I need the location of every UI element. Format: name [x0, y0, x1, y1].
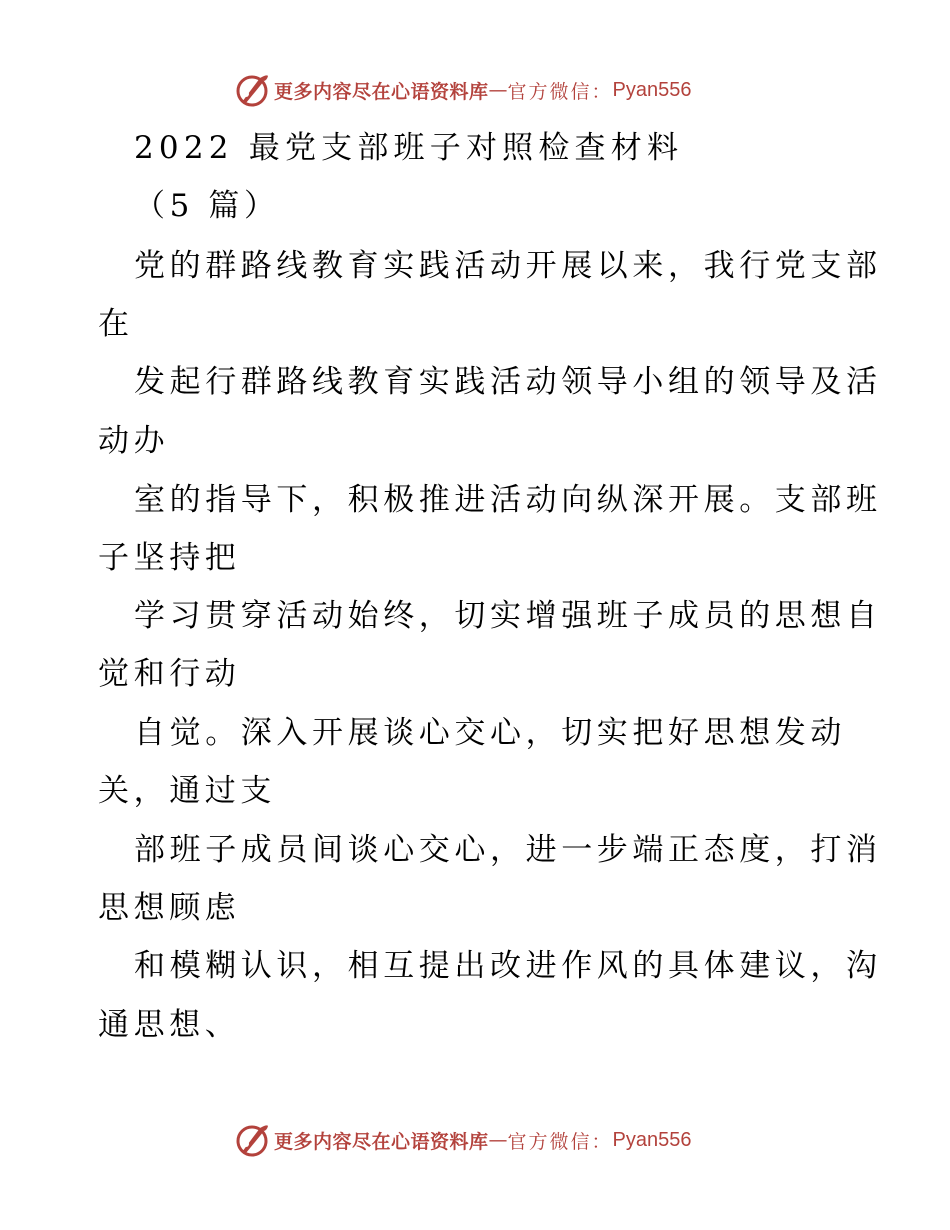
paragraph-line: 动办 — [98, 423, 170, 459]
header-banner-content — [234, 72, 692, 108]
paragraph-line: 觉和行动 — [98, 656, 241, 692]
footer-banner-text: 更多内容尽在心语资料库 — [274, 1130, 489, 1153]
paragraph-line: 党的群路线教育实践活动开展以来，我行党支部 — [134, 248, 882, 284]
footer-wechat-label: 官方微信： — [507, 1130, 613, 1153]
header-wechat-id: Pyan556 — [612, 78, 692, 101]
paragraph-line: 关，通过支 — [98, 773, 276, 809]
document-subtitle: （5 篇） — [134, 188, 280, 224]
footer-banner — [0, 1120, 950, 1160]
footer-wechat-id: Pyan556 — [612, 1128, 692, 1151]
header-banner — [0, 70, 950, 110]
document-title: 2022 最党支部班子对照检查材料 — [134, 130, 684, 166]
quill-pen-logo-icon — [234, 72, 270, 108]
paragraph-line: 在 — [98, 306, 134, 342]
paragraph-line: 部班子成员间谈心交心，进一步端正态度，打消 — [134, 832, 882, 868]
paragraph-line: 自觉。深入开展谈心交心，切实把好思想发动 — [134, 715, 846, 751]
quill-pen-logo-icon — [234, 1122, 270, 1158]
header-wechat-label: 官方微信： — [507, 80, 613, 103]
paragraph-line: 学习贯穿活动始终，切实增强班子成员的思想自 — [134, 598, 882, 634]
header-banner-separator: — — [488, 79, 508, 101]
footer-banner-content — [234, 1122, 692, 1158]
paragraph-line: 思想顾虑 — [98, 890, 241, 926]
header-banner-text: 更多内容尽在心语资料库 — [274, 80, 489, 103]
paragraph-line: 通思想、 — [98, 1007, 241, 1043]
paragraph-line: 发起行群路线教育实践活动领导小组的领导及活 — [134, 364, 882, 400]
paragraph-line: 和模糊认识，相互提出改进作风的具体建议，沟 — [134, 948, 882, 984]
paragraph-line: 子坚持把 — [98, 540, 241, 576]
paragraph-line: 室的指导下，积极推进活动向纵深开展。支部班 — [134, 482, 882, 518]
footer-banner-separator: — — [488, 1129, 508, 1151]
